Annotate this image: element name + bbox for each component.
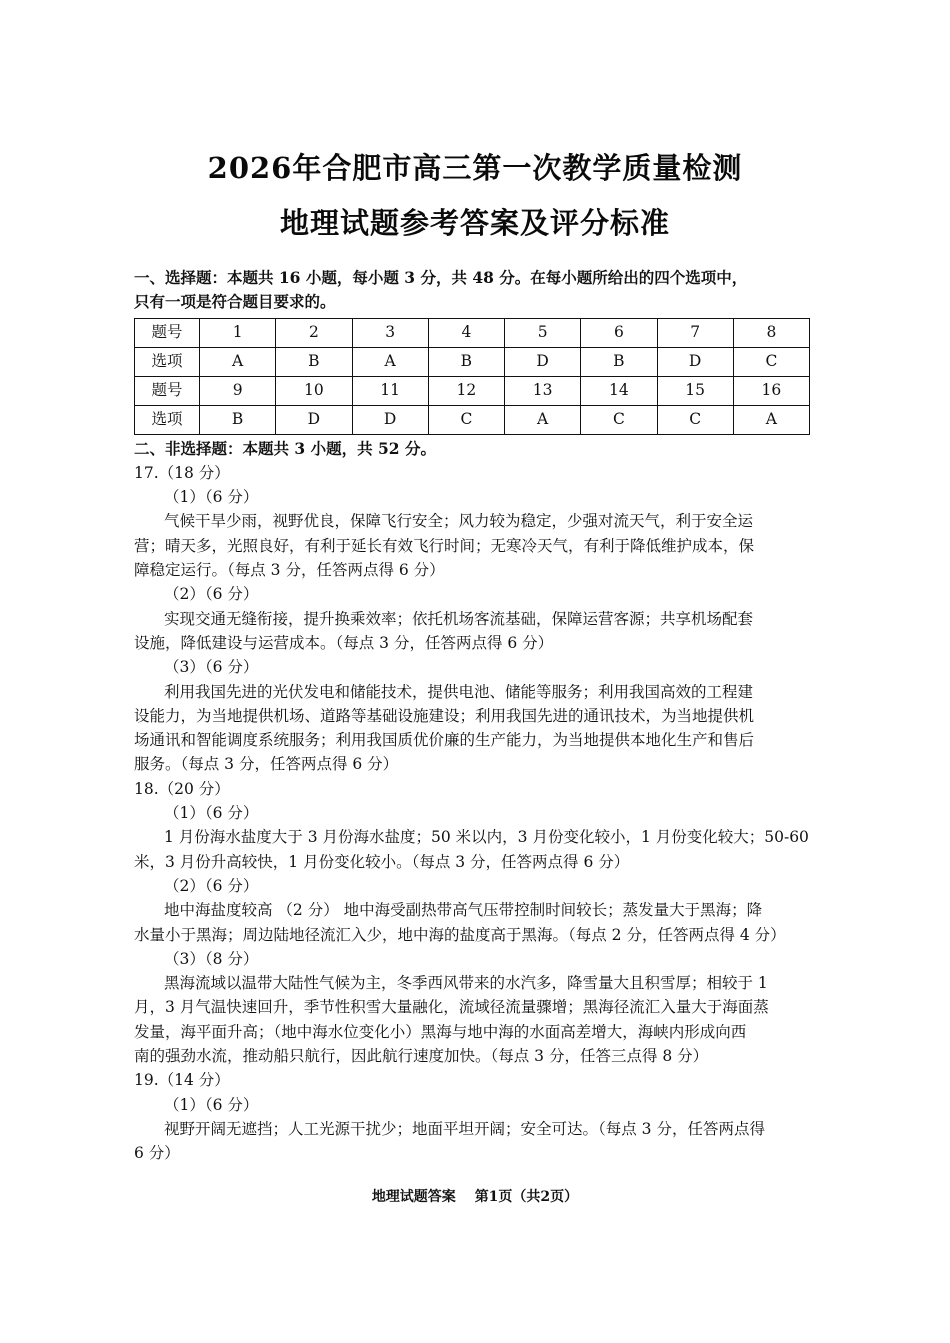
table-cell: 1 [200, 318, 276, 347]
table-cell: 9 [200, 376, 276, 405]
table-cell: 4 [428, 318, 504, 347]
page-title: 2026年合肥市高三第一次教学质量检测 [207, 151, 743, 185]
answer-line: 米，3 月份升高较快，1 月份变化较小。（每点 3 分，任答两点得 6 分） [134, 852, 630, 871]
table-row [135, 376, 810, 405]
table-cell: 14 [581, 376, 657, 405]
table-cell: A [200, 347, 276, 376]
answer-line: 实现交通无缝衔接，提升换乘效率；依托机场客流基础，保障运营客源；共享机场配套 [164, 609, 754, 628]
table-cell: C [581, 405, 657, 434]
question-17-part3-heading: （3）（6 分） [164, 658, 259, 677]
table-cell: 7 [657, 318, 733, 347]
answer-line: 服务。（每点 3 分，任答两点得 6 分） [134, 755, 399, 774]
page-footer [0, 1186, 950, 1206]
row-label-option: 选项 [135, 405, 200, 434]
answer-line: 南的强劲水流，推动船只航行，因此航行速度加快。（每点 3 分，任答三点得 8 分） [134, 1047, 709, 1066]
question-17-heading: 17.（18 分） [134, 463, 230, 482]
question-19-part1-heading: （1）（6 分） [164, 1095, 259, 1114]
answer-line: 6 分） [134, 1144, 180, 1163]
table-cell: A [352, 347, 428, 376]
answer-table [134, 318, 810, 435]
table-cell: 6 [581, 318, 657, 347]
table-cell: 5 [505, 318, 581, 347]
footer-doc-name: 地理试题答案 [371, 1189, 456, 1205]
table-cell: C [657, 405, 733, 434]
table-cell: A [733, 405, 809, 434]
answer-line: 利用我国先进的光伏发电和储能技术，提供电池、储能等服务；利用我国高效的工程建 [164, 682, 754, 701]
answer-line: 气候干旱少雨，视野优良，保障飞行安全；风力较为稳定，少强对流天气，利于安全运 [164, 512, 754, 531]
row-label-option: 选项 [135, 347, 200, 376]
footer-page-number: 第1页（共2页） [474, 1189, 579, 1205]
table-cell: 15 [657, 376, 733, 405]
question-18-heading: 18.（20 分） [134, 779, 230, 798]
row-label-number: 题号 [135, 376, 200, 405]
table-cell: D [657, 347, 733, 376]
question-18-part1-heading: （1）（6 分） [164, 804, 259, 823]
section2-heading: 二、非选择题：本题共 3 小题，共 52 分。 [134, 438, 436, 458]
table-cell: 2 [276, 318, 352, 347]
question-18-part2-heading: （2）（6 分） [164, 876, 259, 895]
table-row [135, 347, 810, 376]
table-row [135, 318, 810, 347]
page-subtitle: 地理试题参考答案及评分标准 [279, 206, 670, 240]
table-cell: C [428, 405, 504, 434]
table-cell: 10 [276, 376, 352, 405]
table-cell: D [276, 405, 352, 434]
section1-heading-cont: 只有一项是符合题目要求的。 [134, 292, 336, 312]
table-cell: B [276, 347, 352, 376]
table-cell: D [505, 347, 581, 376]
answer-line: 设施，降低建设与运营成本。（每点 3 分，任答两点得 6 分） [134, 633, 554, 652]
table-cell: B [428, 347, 504, 376]
table-cell: 8 [733, 318, 809, 347]
table-cell: A [505, 405, 581, 434]
answer-line: 场通讯和智能调度系统服务；利用我国质优价廉的生产能力，为当地提供本地化生产和售后 [134, 731, 755, 750]
answer-line: 1 月份海水盐度大于 3 月份海水盐度；50 米以内，3 月份变化较小，1 月份变化较大；50-60 [164, 828, 809, 847]
answer-line: 营；晴天多，光照良好，有利于延长有效飞行时间；无寒冷天气，有利于降低维护成本，保 [134, 536, 755, 555]
answer-content [134, 266, 814, 1166]
question-17-part1-heading: （1）（6 分） [164, 488, 259, 507]
table-cell: 3 [352, 318, 428, 347]
table-cell: 16 [733, 376, 809, 405]
table-cell: 13 [505, 376, 581, 405]
row-label-number: 题号 [135, 318, 200, 347]
answer-line: 月，3 月气温快速回升，季节性积雪大量融化，流域径流量骤增；黑海径流汇入量大于海面蒸 [134, 998, 769, 1017]
answer-line: 障稳定运行。（每点 3 分，任答两点得 6 分） [134, 561, 445, 580]
section1-heading: 一、选择题：本题共 16 小题，每小题 3 分，共 48 分。在每小题所给出的四个选项中， [134, 268, 748, 287]
answer-line: 设能力，为当地提供机场、道路等基础设施建设；利用我国先进的通讯技术，为当地提供机 [134, 706, 755, 725]
question-19-heading: 19.（14 分） [134, 1071, 230, 1090]
answer-line: 水量小于黑海；周边陆地径流汇入少，地中海的盐度高于黑海。（每点 2 分，任答两点得 4 分） [134, 925, 786, 944]
table-cell: 12 [428, 376, 504, 405]
answer-line: 地中海盐度较高 （2 分） 地中海受副热带高气压带控制时间较长；蒸发量大于黑海；降 [164, 901, 763, 920]
answer-line: 发量，海平面升高；（地中海水位变化小）黑海与地中海的水面高差增大，海峡内形成向西 [134, 1022, 747, 1041]
table-cell: B [200, 405, 276, 434]
table-cell: 11 [352, 376, 428, 405]
table-cell: B [581, 347, 657, 376]
answer-line: 黑海流域以温带大陆性气候为主，冬季西风带来的水汽多，降雪量大且积雪厚；相较于 1 [164, 974, 768, 993]
table-cell: D [352, 405, 428, 434]
table-cell: C [733, 347, 809, 376]
table-row [135, 405, 810, 434]
answer-line: 视野开阔无遮挡；人工光源干扰少；地面平坦开阔；安全可达。（每点 3 分，任答两点得 [164, 1119, 765, 1138]
question-17-part2-heading: （2）（6 分） [164, 585, 259, 604]
question-18-part3-heading: （3）（8 分） [164, 949, 259, 968]
